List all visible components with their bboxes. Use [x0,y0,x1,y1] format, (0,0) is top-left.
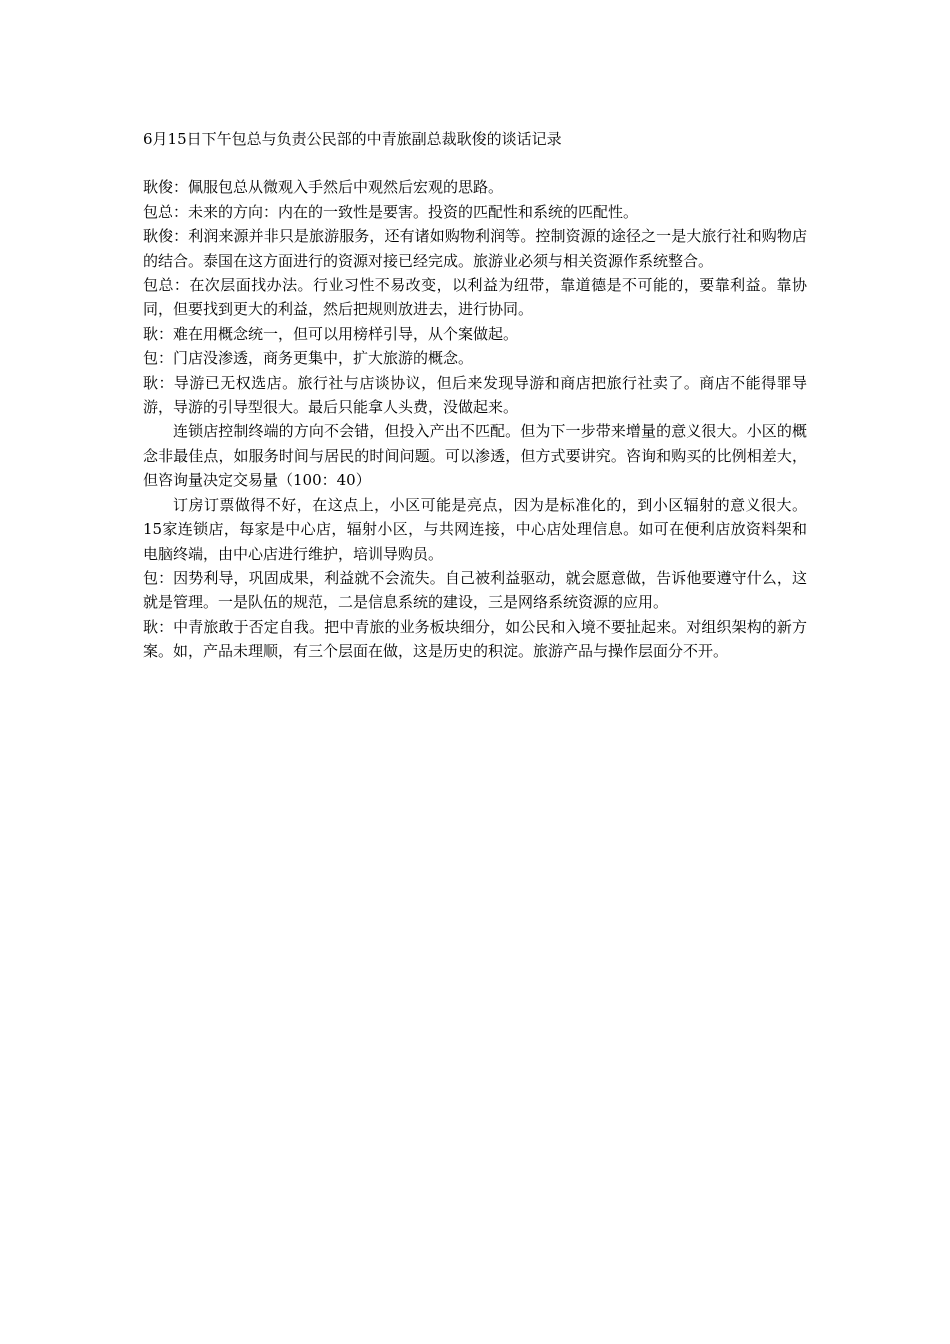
paragraph-11: 耿：中青旅敢于否定自我。把中青旅的业务板块细分，如公民和入境不要扯起来。对组织架构的新方案。如，产品未理顺，有三个层面在做，这是历史的积淀。旅游产品与操作层面分不开。 [143,617,807,661]
paragraph-9: 订房订票做得不好，在这点上，小区可能是亮点，因为是标准化的，到小区辐射的意义很大。15家连锁店，每家是中心店，辐射小区，与共网连接，中心店处理信息。如可在便利店放资料架和电脑终端，由中心店进行维护，培训导购员。 [143,495,807,563]
paragraph-5: 耿：难在用概念统一，但可以用榜样引导，从个案做起。 [143,324,519,343]
paragraph-10: 包：因势利导，巩固成果，利益就不会流失。自己被利益驱动，就会愿意做，告诉他要遵守什么，这就是管理。一是队伍的规范，二是信息系统的建设，三是网络系统资源的应用。 [143,568,807,612]
paragraph-4: 包总：在次层面找办法。行业习性不易改变，以利益为纽带，靠道德是不可能的，要靠利益。靠协同，但要找到更大的利益，然后把规则放进去，进行协同。 [143,276,807,319]
document-title: 6月15日下午包总与负责公民部的中青旅副总裁耿俊的谈话记录 [143,130,562,148]
paragraph-2: 包总：未来的方向：内在的一致性是要害。投资的匹配性和系统的匹配性。 [143,202,639,221]
paragraph-6: 包：门店没渗透，商务更集中，扩大旅游的概念。 [143,349,474,368]
document-body [143,127,807,664]
paragraph-7: 耿：导游已无权选店。旅行社与店谈协议，但后来发现导游和商店把旅行社卖了。商店不能得罪导游，导游的引导型很大。最后只能拿人头费，没做起来。 [143,373,807,417]
paragraph-1: 耿俊：佩服包总从微观入手然后中观然后宏观的思路。 [143,178,504,197]
paragraph-8: 连锁店控制终端的方向不会错，但投入产出不匹配。但为下一步带来增量的意义很大。小区的概念非最佳点，如服务时间与居民的时间问题。可以渗透，但方式要讲究。咨询和购买的比例相差大，但咨询量决定交易量（100：40） [143,422,807,490]
paragraph-3: 耿俊：利润来源并非只是旅游服务，还有诸如购物利润等。控制资源的途径之一是大旅行社和购物店的结合。泰国在这方面进行的资源对接已经完成。旅游业必须与相关资源作系统整合。 [143,227,807,270]
